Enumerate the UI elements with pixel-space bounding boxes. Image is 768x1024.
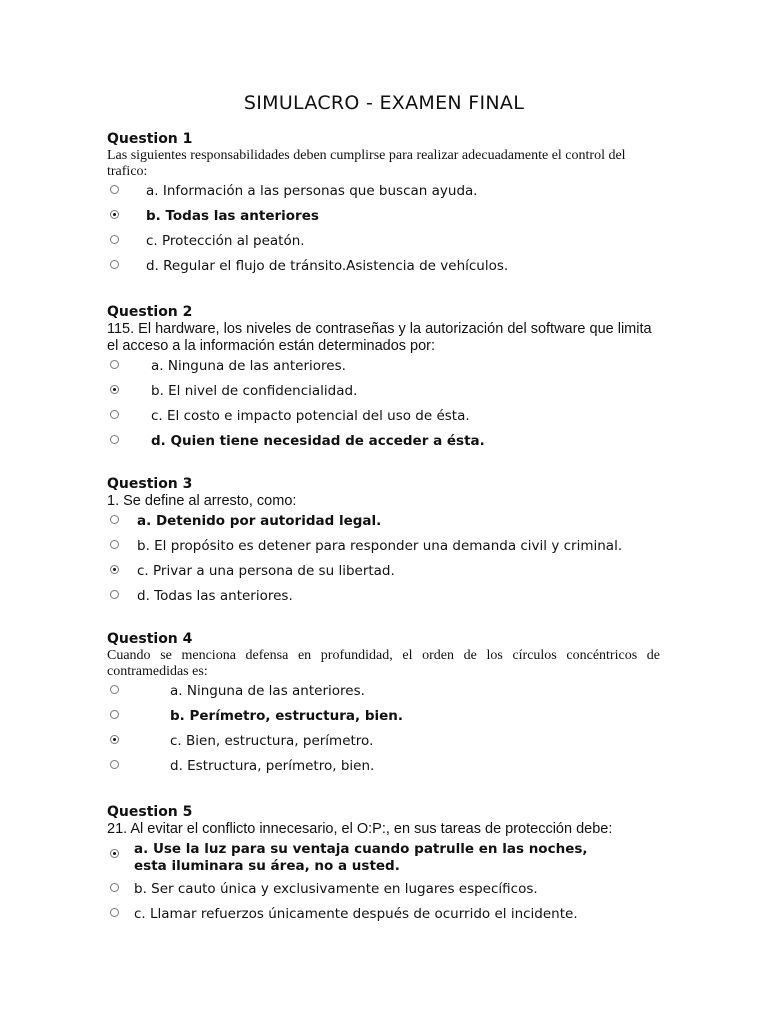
option-c[interactable]: c. El costo e impacto potencial del uso de ésta. xyxy=(107,408,660,425)
option-a[interactable]: a. Use la luz para su ventaja cuando patrulle en las noches, esta iluminara su área, no a usted. xyxy=(107,841,660,875)
radio-unchecked-icon[interactable] xyxy=(110,883,119,892)
radio-unchecked-icon[interactable] xyxy=(110,685,119,694)
radio-checked-icon[interactable] xyxy=(110,385,119,394)
radio-unchecked-icon[interactable] xyxy=(110,235,119,244)
option-b[interactable]: b. El propósito es detener para responder una demanda civil y criminal. xyxy=(107,538,660,555)
question-prompt: Las siguientes responsabilidades deben cumplirse para realizar adecuadamente el control del trafico: xyxy=(107,148,626,179)
question-2 xyxy=(107,303,660,450)
option-b[interactable]: b. El nivel de confidencialidad. xyxy=(107,383,660,400)
option-a[interactable]: a. Ninguna de las anteriores. xyxy=(107,683,660,700)
option-d[interactable]: d. Estructura, perímetro, bien. xyxy=(107,758,660,775)
question-prompt: 21. Al evitar el conflicto innecesario, el O:P:, en sus tareas de protección debe: xyxy=(107,821,613,837)
radio-checked-icon[interactable] xyxy=(110,210,119,219)
option-a[interactable]: a. Detenido por autoridad legal. xyxy=(107,513,660,530)
radio-checked-icon[interactable] xyxy=(110,565,119,574)
radio-unchecked-icon[interactable] xyxy=(110,515,119,524)
option-a[interactable]: a. Ninguna de las anteriores. xyxy=(107,358,660,375)
question-prompt: 115. El hardware, los niveles de contraseñas y la autorización del software que limita el acceso a la información están determinados por: xyxy=(107,321,652,354)
question-3 xyxy=(107,475,660,605)
radio-checked-icon[interactable] xyxy=(110,735,119,744)
option-c[interactable]: c. Protección al peatón. xyxy=(107,233,660,250)
option-d[interactable]: d. Regular el flujo de tránsito.Asistencia de vehículos. xyxy=(107,258,660,275)
question-4 xyxy=(107,630,660,775)
option-a[interactable]: a. Información a las personas que buscan ayuda. xyxy=(107,183,660,200)
option-b[interactable]: b. Perímetro, estructura, bien. xyxy=(107,708,660,725)
radio-unchecked-icon[interactable] xyxy=(110,410,119,419)
radio-unchecked-icon[interactable] xyxy=(110,260,119,269)
radio-unchecked-icon[interactable] xyxy=(110,760,119,769)
radio-unchecked-icon[interactable] xyxy=(110,590,119,599)
question-1 xyxy=(107,130,660,275)
question-5 xyxy=(107,803,660,923)
radio-unchecked-icon[interactable] xyxy=(110,540,119,549)
option-c[interactable]: c. Privar a una persona de su libertad. xyxy=(107,563,660,580)
radio-unchecked-icon[interactable] xyxy=(110,185,119,194)
option-d[interactable]: d. Todas las anteriores. xyxy=(107,588,660,605)
option-c[interactable]: c. Bien, estructura, perímetro. xyxy=(107,733,660,750)
radio-unchecked-icon[interactable] xyxy=(110,710,119,719)
question-label: Question 4 xyxy=(107,631,193,647)
question-prompt: Cuando se menciona defensa en profundidad, el orden de los círculos concéntricos de contramedidas es: xyxy=(107,648,660,679)
radio-checked-icon[interactable] xyxy=(110,849,119,858)
option-c[interactable]: c. Llamar refuerzos únicamente después de ocurrido el incidente. xyxy=(107,906,660,923)
question-label: Question 3 xyxy=(107,476,193,492)
option-b[interactable]: b. Todas las anteriores xyxy=(107,208,660,225)
radio-unchecked-icon[interactable] xyxy=(110,360,119,369)
question-prompt: 1. Se define al arresto, como: xyxy=(107,493,297,509)
question-label: Question 1 xyxy=(107,131,193,147)
option-b[interactable]: b. Ser cauto única y exclusivamente en lugares específicos. xyxy=(107,881,660,898)
question-label: Question 2 xyxy=(107,304,193,320)
question-label: Question 5 xyxy=(107,804,193,820)
page-title: SIMULACRO - EXAMEN FINAL xyxy=(243,92,525,114)
option-d[interactable]: d. Quien tiene necesidad de acceder a ésta. xyxy=(107,433,660,450)
radio-unchecked-icon[interactable] xyxy=(110,908,119,917)
radio-unchecked-icon[interactable] xyxy=(110,435,119,444)
